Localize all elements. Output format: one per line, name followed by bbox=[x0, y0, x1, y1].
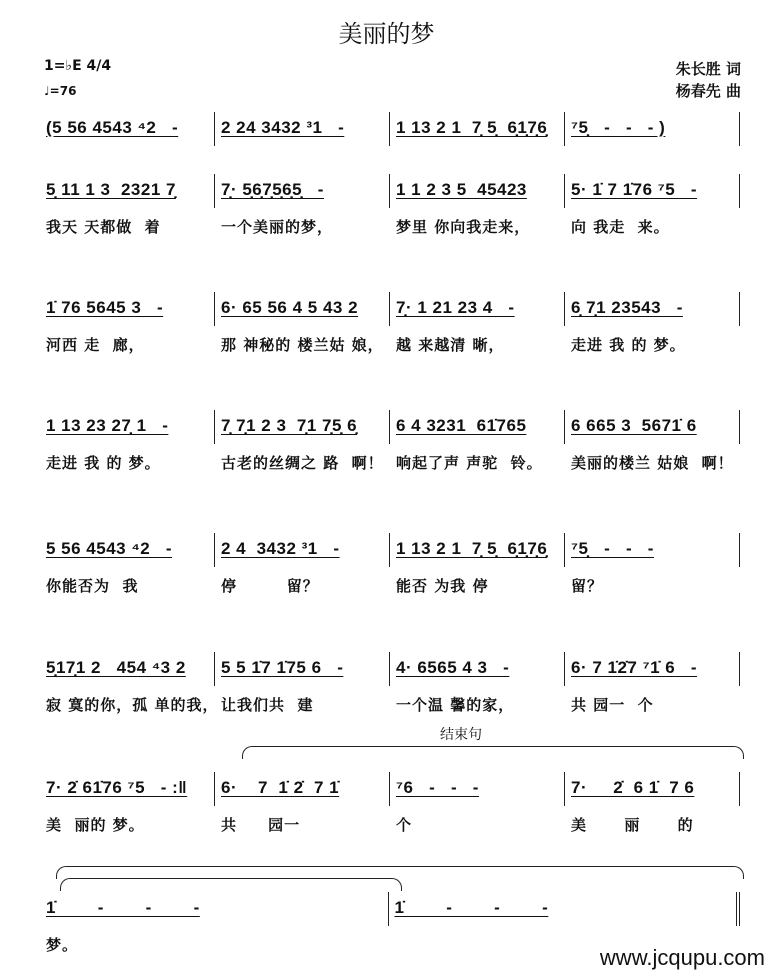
measure-notes: (5 56 4543 ⁴2 - bbox=[46, 118, 179, 137]
score-system bbox=[40, 892, 740, 954]
measure bbox=[215, 174, 390, 236]
measure-lyrics: 让我们共 建 bbox=[221, 696, 314, 714]
measure-notes: 5 56 4543 ⁴2 - bbox=[46, 539, 173, 558]
measure bbox=[390, 533, 565, 595]
tie-slur bbox=[60, 878, 402, 891]
score-system bbox=[40, 772, 740, 834]
measure-notes: 6 665 3 5671̇ 6 bbox=[571, 416, 697, 435]
measure-lyrics: 一个温 馨的家， bbox=[396, 696, 515, 714]
measure-lyrics: 梦里 你向我走来， bbox=[396, 218, 531, 236]
measure-lyrics: 共 园一 个 bbox=[571, 696, 654, 714]
measure bbox=[390, 174, 565, 236]
measure bbox=[215, 533, 390, 595]
measure-notes: ⁷5̣ - - - bbox=[571, 539, 654, 558]
measure-notes: 1 1 2 3 5 45423 bbox=[396, 180, 527, 199]
measure bbox=[215, 772, 390, 834]
measure-lyrics: 个 bbox=[396, 816, 413, 834]
measure-notes: 6· 65 56 4 5 43 2 bbox=[221, 298, 359, 317]
measure-lyrics: 寂 寞的你，孤 单的我， bbox=[46, 696, 219, 714]
lyricist-credit: 朱长胜 词 bbox=[675, 60, 741, 78]
measure-notes: 2 24 3432 ³1 - bbox=[221, 118, 345, 137]
measure bbox=[40, 533, 215, 595]
key-signature: 1=♭E 4/4 bbox=[44, 58, 112, 74]
measure bbox=[215, 652, 390, 714]
measure bbox=[390, 652, 565, 714]
measure-notes: 2 4 3432 ³1 - bbox=[221, 539, 340, 558]
score-system bbox=[40, 533, 740, 595]
measure-lyrics: 走进 我 的 梦。 bbox=[571, 336, 686, 354]
ending-bracket bbox=[242, 746, 744, 759]
measure-notes: 1 13 2 1 7̣ 5̣ 6̣1̣7̣6̣ bbox=[396, 539, 548, 558]
measure bbox=[565, 652, 740, 714]
score-system bbox=[40, 410, 740, 472]
measure-lyrics: 那 神秘的 楼兰姑 娘， bbox=[221, 336, 384, 354]
measure bbox=[40, 410, 215, 472]
measure-notes: 1̇ - - - bbox=[394, 898, 549, 917]
measure bbox=[40, 772, 215, 834]
measure bbox=[215, 112, 390, 146]
measure-lyrics: 走进 我 的 梦。 bbox=[46, 454, 161, 472]
measure-notes: 6· 7 1̇2̇7 ⁷1̇ 6 - bbox=[571, 658, 698, 677]
measure bbox=[565, 410, 740, 472]
measure-lyrics: 越 来越清 晰， bbox=[396, 336, 505, 354]
measure-notes: 6· 7 1̇ 2̇ 7 1̇ bbox=[221, 778, 340, 797]
measure bbox=[40, 292, 215, 354]
measure bbox=[389, 892, 741, 926]
score-system bbox=[40, 292, 740, 354]
measure bbox=[565, 292, 740, 354]
measure bbox=[565, 174, 740, 236]
measure-notes: 5· 1̇ 7 1̇76 ⁷5 - bbox=[571, 180, 698, 199]
measure-lyrics: 梦。 bbox=[46, 936, 79, 954]
measure bbox=[390, 410, 565, 472]
measure-notes: 5̣ 11 1 3 2321 7̣ bbox=[46, 180, 176, 199]
score-system bbox=[40, 652, 740, 714]
measure-lyrics: 美丽的楼兰 姑娘 啊！ bbox=[571, 454, 734, 472]
measure-lyrics: 一个美丽的梦， bbox=[221, 218, 334, 236]
measure-lyrics: 我天 天都做 着 bbox=[46, 218, 161, 236]
measure bbox=[565, 112, 740, 146]
measure-notes: 6 4 3231 61̇765 bbox=[396, 416, 527, 435]
ending-section-label: 结束句 bbox=[440, 727, 482, 743]
tempo-marking: ♩=76 bbox=[44, 84, 77, 98]
measure-notes: 1̇ - - - bbox=[46, 898, 200, 917]
measure-notes: 5̣17̣1 2 454 ⁴3 2 bbox=[46, 658, 186, 677]
measure bbox=[565, 533, 740, 595]
measure-lyrics: 响起了声 声驼 铃。 bbox=[396, 454, 543, 472]
measure bbox=[40, 652, 219, 714]
measure-lyrics: 河西 走 廊， bbox=[46, 336, 145, 354]
measure-notes: 7· 2̇ 6 1̇ 7 6 bbox=[571, 778, 695, 797]
measure bbox=[390, 292, 565, 354]
measure-notes: ⁷5̣ - - - ) bbox=[571, 118, 666, 137]
measure-notes: 5 5 1̇7 1̇75 6 - bbox=[221, 658, 344, 677]
measure-notes: 1̇ 76 5645 3 - bbox=[46, 298, 164, 317]
measure bbox=[40, 892, 389, 954]
composer-credit: 杨春先 曲 bbox=[675, 82, 741, 100]
measure bbox=[390, 112, 565, 146]
measure-lyrics: 留？ bbox=[571, 577, 604, 595]
measure-notes: 1 13 2 1 7̣ 5̣ 6̣1̣7̣6̣ bbox=[396, 118, 548, 137]
score-system bbox=[40, 174, 740, 236]
measure-lyrics: 能否 为我 停 bbox=[396, 577, 489, 595]
measure-notes: 4· 6565 4 3 - bbox=[396, 658, 510, 677]
measure-lyrics: 古老的丝绸之 路 啊！ bbox=[221, 454, 384, 472]
measure-notes: 6̣ 7̣1 23543 - bbox=[571, 298, 683, 317]
song-title: 美丽的梦 bbox=[338, 20, 435, 48]
measure-notes: 7̣· 1 21 23 4 - bbox=[396, 298, 515, 317]
measure-notes: 1 13 23 27̣ 1 - bbox=[46, 416, 169, 435]
measure-lyrics: 你能否为 我 bbox=[46, 577, 139, 595]
measure-notes: 7̣· 5̣6̣7̣5̣6̣5̣ - bbox=[221, 180, 324, 199]
measure-notes: 7̣ 7̣1 2 3 7̣1 7̣5̣ 6̣ bbox=[221, 416, 358, 435]
measure bbox=[390, 772, 565, 834]
measure-lyrics: 向 我走 来。 bbox=[571, 218, 670, 236]
measure bbox=[215, 292, 390, 354]
measure-lyrics: 共 园一 bbox=[221, 816, 301, 834]
measure bbox=[40, 174, 215, 236]
measure bbox=[40, 112, 215, 146]
measure-notes: 7· 2̇ 61̇76 ⁷5 - :‖ bbox=[46, 778, 188, 797]
score-system bbox=[40, 112, 740, 152]
measure bbox=[215, 410, 390, 472]
measure-lyrics: 停 留？ bbox=[221, 577, 319, 595]
watermark: www.jcqupu.com bbox=[599, 945, 765, 970]
measure bbox=[565, 772, 740, 834]
measure-notes: ⁷6 - - - bbox=[396, 778, 479, 797]
measure-lyrics: 美 丽 的 bbox=[571, 816, 694, 834]
measure-lyrics: 美 丽的 梦。 bbox=[46, 816, 145, 834]
